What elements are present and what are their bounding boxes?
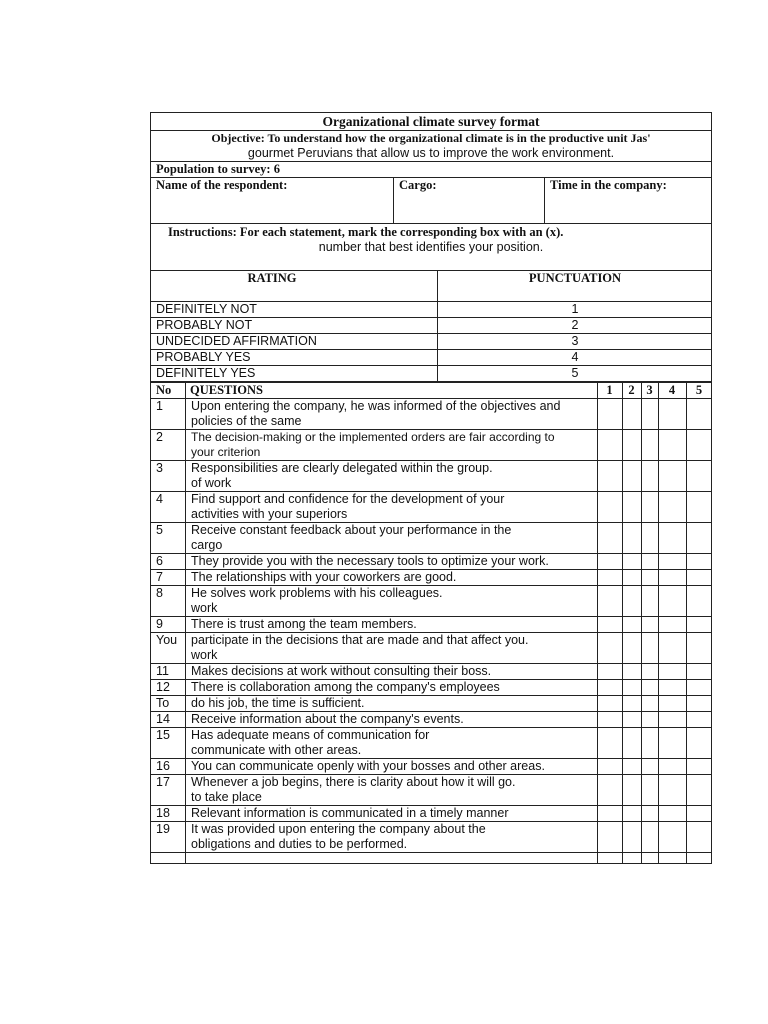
question-text-cont: work bbox=[191, 601, 218, 615]
question-text: It was provided upon entering the company about the bbox=[191, 822, 486, 836]
question-text: Makes decisions at work without consulting their boss. bbox=[191, 664, 492, 678]
population-label: Population to survey: 6 bbox=[156, 162, 280, 176]
rating-label: PROBABLY NOT bbox=[156, 318, 253, 332]
question-text: Has adequate means of communication for bbox=[191, 728, 430, 742]
instructions-line-1: Instructions: For each statement, mark the corresponding box with an (x). bbox=[168, 225, 564, 239]
divider bbox=[150, 852, 712, 853]
objective-line-2: gourmet Peruvians that allow us to improve the work environment. bbox=[247, 146, 615, 160]
question-text: Responsibilities are clearly delegated within the group. bbox=[191, 461, 493, 475]
divider bbox=[185, 382, 186, 864]
divider bbox=[393, 177, 394, 223]
divider bbox=[658, 382, 659, 864]
question-text-cont: policies of the same bbox=[191, 414, 302, 428]
objective-line-1: Objective: To understand how the organizational climate is in the productive unit Jas' bbox=[211, 131, 651, 145]
question-text: He solves work problems with his colleagues. bbox=[191, 586, 443, 600]
question-text: You can communicate openly with your bosses and other areas. bbox=[191, 759, 545, 773]
rating-label: DEFINITELY YES bbox=[156, 366, 256, 380]
question-number: 15 bbox=[156, 728, 170, 742]
question-text: They provide you with the necessary tools to optimize your work. bbox=[191, 554, 549, 568]
divider bbox=[150, 223, 712, 224]
question-number: 2 bbox=[156, 430, 163, 444]
rating-score: 5 bbox=[571, 366, 579, 380]
rating-score: 3 bbox=[571, 334, 579, 348]
rating-score: 1 bbox=[571, 302, 579, 316]
question-number: 1 bbox=[156, 399, 163, 413]
divider bbox=[597, 382, 598, 864]
question-text: Relevant information is communicated in a timely manner bbox=[191, 806, 509, 820]
divider bbox=[641, 382, 642, 864]
rating-label: PROBABLY YES bbox=[156, 350, 251, 364]
rating-header: RATING bbox=[247, 271, 297, 285]
divider bbox=[686, 382, 687, 864]
instructions-line-2: number that best identifies your position. bbox=[318, 240, 544, 254]
question-number: To bbox=[156, 696, 170, 710]
question-number: 18 bbox=[156, 806, 170, 820]
question-number: 8 bbox=[156, 586, 163, 600]
question-text-cont: cargo bbox=[191, 538, 223, 552]
scale-column-header: 1 bbox=[606, 383, 613, 397]
question-text: participate in the decisions that are made and that affect you. bbox=[191, 633, 529, 647]
question-number: 17 bbox=[156, 775, 170, 789]
question-number: 14 bbox=[156, 712, 170, 726]
question-text-cont: to take place bbox=[191, 790, 262, 804]
cargo-field-label: Cargo: bbox=[399, 178, 437, 192]
question-text-cont: work bbox=[191, 648, 218, 662]
no-column-header: No bbox=[156, 383, 172, 397]
rating-label: UNDECIDED AFFIRMATION bbox=[156, 334, 317, 348]
rating-score: 4 bbox=[571, 350, 579, 364]
questions-column-header: QUESTIONS bbox=[190, 383, 263, 397]
scale-column-header: 4 bbox=[668, 383, 676, 397]
question-text: do his job, the time is sufficient. bbox=[191, 696, 365, 710]
question-number: 9 bbox=[156, 617, 163, 631]
question-number: 6 bbox=[156, 554, 163, 568]
divider bbox=[622, 382, 623, 864]
question-text-cont: activities with your superiors bbox=[191, 507, 348, 521]
divider bbox=[150, 382, 712, 383]
question-number: You bbox=[156, 633, 178, 647]
question-number: 5 bbox=[156, 523, 163, 537]
rating-label: DEFINITELY NOT bbox=[156, 302, 257, 316]
question-text-cont: your criterion bbox=[191, 445, 261, 459]
scale-column-header: 2 bbox=[628, 383, 635, 397]
question-text-cont: communicate with other areas. bbox=[191, 743, 362, 757]
question-text: There is collaboration among the company's employees bbox=[191, 680, 500, 694]
question-text: Receive constant feedback about your performance in the bbox=[191, 523, 512, 537]
form-title: Organizational climate survey format bbox=[322, 114, 540, 129]
punctuation-header: PUNCTUATION bbox=[528, 271, 622, 285]
scale-column-header: 3 bbox=[646, 383, 653, 397]
divider bbox=[544, 177, 545, 223]
question-number: 4 bbox=[156, 492, 163, 506]
question-text: The relationships with your coworkers are good. bbox=[191, 570, 457, 584]
question-number: 11 bbox=[156, 664, 169, 678]
question-number: 12 bbox=[156, 680, 170, 694]
time-field-label: Time in the company: bbox=[550, 178, 667, 192]
respondent-field-label: Name of the respondent: bbox=[156, 178, 288, 192]
question-text: Whenever a job begins, there is clarity about how it will go. bbox=[191, 775, 516, 789]
question-text: Upon entering the company, he was informed of the objectives and bbox=[191, 399, 561, 413]
question-text-cont: of work bbox=[191, 476, 232, 490]
question-number: 7 bbox=[156, 570, 163, 584]
question-text: There is trust among the team members. bbox=[191, 617, 417, 631]
question-text: Find support and confidence for the development of your bbox=[191, 492, 505, 506]
question-text-cont: obligations and duties to be performed. bbox=[191, 837, 408, 851]
question-number: 3 bbox=[156, 461, 163, 475]
question-number: 16 bbox=[156, 759, 170, 773]
question-number: 19 bbox=[156, 822, 170, 836]
question-text: Receive information about the company's events. bbox=[191, 712, 464, 726]
rating-score: 2 bbox=[571, 318, 579, 332]
question-text: The decision-making or the implemented orders are fair according to bbox=[191, 430, 555, 444]
scale-column-header: 5 bbox=[695, 383, 703, 397]
